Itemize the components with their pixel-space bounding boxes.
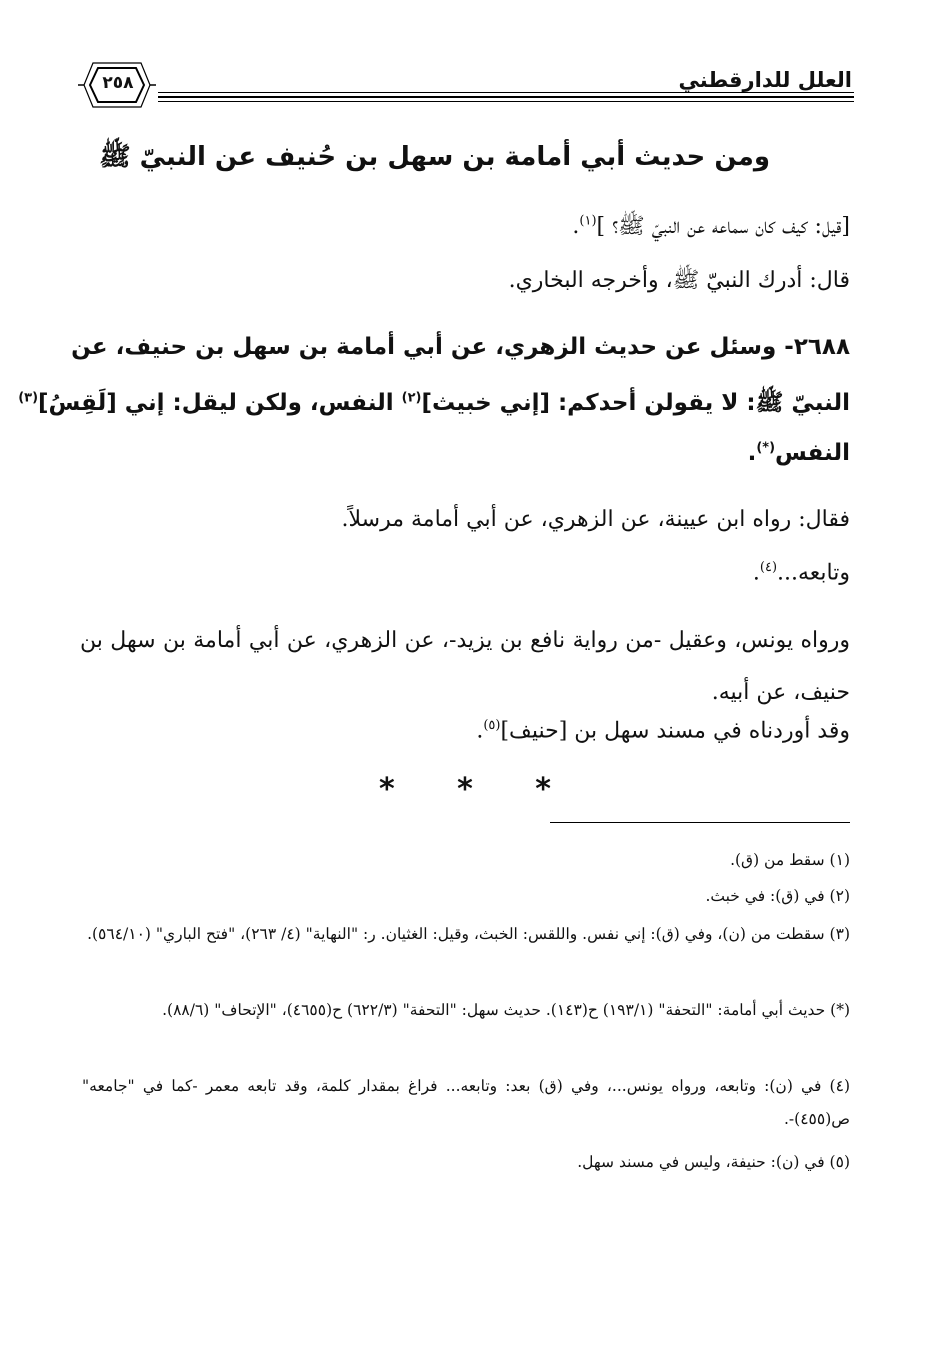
footnote-1: (١) سقط من (ق). (730, 851, 850, 869)
section-separator: * * * (379, 772, 551, 807)
footnote-ref: (٤) (759, 560, 778, 575)
footnote-rule (550, 822, 850, 823)
footnote-ref: (٢) (401, 390, 422, 406)
page-number: ٢٥٨ (102, 73, 134, 93)
hadith-line-1: ٢٦٨٨- وسئل عن حديث الزهري، عن أبي أمامة بن سهل بن حنيف، عن (71, 334, 850, 360)
paragraph-mursal: فقال: رواه ابن عيينة، عن الزهري، عن أبي أمامة مرسلاً. (341, 507, 850, 532)
footnote-4: (٤) في (ن): وتابعه، ورواه يونس...، وفي (ق) بعد: وتابعه... فراغ بمقدار كلمة، وقد تابعه معمر -كما في "جامعه" ص(٤٥٥)-. (82, 1077, 850, 1128)
footnote-3: (٣) سقطت من (ن)، وفي (ق): إني نفس. واللقس: الخبث، وقيل: الغثيان. ر: "النهاية" (٤/ ٢٦٣)، "فتح الباري" (٥٦٤/١٠). (87, 925, 850, 943)
footnote-ref: (١) (579, 213, 597, 229)
paragraph-answer: قال: أدرك النبيّ ﷺ، وأخرجه البخاري. (508, 268, 850, 293)
section-heading: ومن حديث أبي أمامة بن سهل بن حُنيف عن النبيّ ﷺ (99, 142, 770, 172)
footnote-5: (٥) في (ن): حنيفة، وليس في مسند سهل. (577, 1153, 850, 1171)
footnote-star: (*) حديث أبي أمامة: "التحفة" (١٩٣/١) ح(١٤٣). حديث سهل: "التحفة" (٦٢٢/٣) ح(٤٦٥٥)، "الإتحاف" (٨٨/٦). (162, 1001, 850, 1019)
running-title: العلل للدارقطني (678, 68, 852, 92)
paragraph-musnad: وقد أوردناه في مسند سهل بن [حنيف]$^{(٥)}$. (476, 718, 850, 744)
paragraph-question: [قيل: كيف كان سماعه عن النبيّ ﷺ؟ ]$^{(١)}$. (572, 213, 850, 239)
paragraph-follow: وتابعه...$^{(٤)}$. (752, 560, 850, 586)
paragraph-yunus: ورواه يونس، وعقيل -من رواية نافع بن يزيد-، عن الزهري، عن أبي أمامة بن سهل بن حنيف، عن أبيه. (80, 628, 851, 705)
footnote-ref: (٥) (483, 718, 501, 733)
hadith-line-3: النفس(*). (747, 440, 850, 466)
footnote-ref: (*) (756, 440, 776, 456)
footnote-ref: (٣) (18, 390, 39, 406)
header-rule (158, 92, 854, 93)
footnote-2: (٢) في (ق): في خبث. (705, 887, 850, 905)
hadith-line-2: النبيّ ﷺ: لا يقولن أحدكم: [إني خبيث]$^{(٢)}$ النفس، ولكن ليقل: إني [لَقِسُ]$^{(٣)}$ (18, 390, 850, 416)
header-rule (158, 96, 854, 98)
header-rule (158, 101, 854, 102)
